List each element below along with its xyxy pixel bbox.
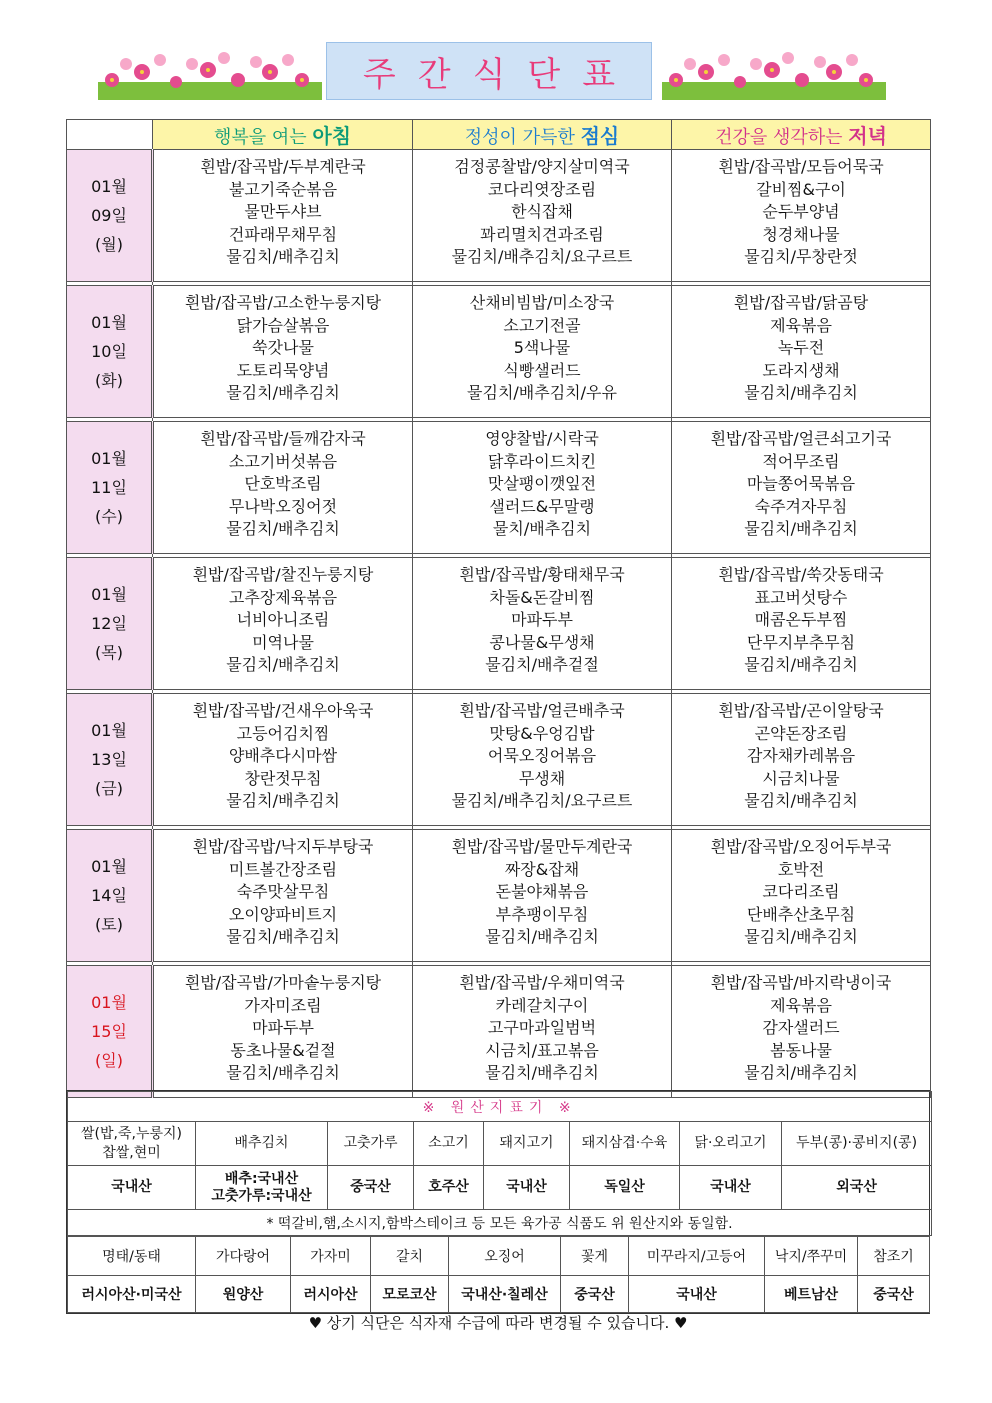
menu-item: 동초나물&겉절 (230, 1040, 336, 1060)
origin-value-pork-belly: 독일산 (570, 1166, 680, 1210)
header-dinner: 건강을 생각하는 저녁 (672, 120, 931, 150)
menu-item: 건파래무채무침 (228, 224, 338, 244)
menu-item: 물김치/배추김치 (226, 655, 340, 675)
origin-row1-labels (68, 1122, 932, 1166)
menu-item: 표고버섯탕수 (754, 587, 848, 607)
menu-item: 흰밥/잡곡밥/바지락냉이국 (710, 973, 892, 992)
menu-item: 오이양파비트지 (228, 904, 338, 924)
footer-notice: ♥ 상기 식단은 식자재 수급에 따라 변경될 수 있습니다. ♥ (308, 1314, 688, 1332)
menu-item: 고구마과일범벅 (487, 1018, 597, 1038)
origin-label-kimchi: 배추김치 (196, 1122, 328, 1166)
menu-day-row (67, 422, 931, 554)
menu-item: 샐러드&무말랭 (489, 496, 595, 516)
origin-label-octopus: 낙지/쭈꾸미 (765, 1237, 858, 1276)
origin-value-tofu: 외국산 (782, 1166, 932, 1210)
menu-item: 물김치/배추김치 (226, 1063, 340, 1083)
lunch-cell (413, 286, 672, 418)
menu-item: 흰밥/잡곡밥/가마솥누룽지탕 (184, 973, 382, 992)
menu-item: 흰밥/잡곡밥/낙지두부탕국 (192, 837, 374, 856)
breakfast-cell (153, 966, 413, 1098)
origin-section (66, 1090, 930, 1314)
menu-day-row (67, 830, 931, 962)
menu-item: 도토리묵양념 (236, 360, 330, 380)
origin-label-pollock: 명태/동태 (68, 1237, 196, 1276)
menu-item: 흰밥/잡곡밥/황태채무국 (459, 565, 625, 584)
origin-row1-values (68, 1166, 932, 1210)
menu-item: 단배추산초무침 (746, 904, 856, 924)
menu-item: 순두부양념 (762, 202, 840, 222)
lunch-cell (413, 830, 672, 962)
menu-item: 물김치/배추김치/요구르트 (451, 247, 633, 267)
lunch-cell (413, 422, 672, 554)
menu-day-row (67, 150, 931, 282)
menu-day-row (67, 694, 931, 826)
menu-item: 영양찰밥/시락국 (485, 429, 599, 448)
menu-day-row (67, 966, 931, 1098)
date-month: 01월 (91, 313, 127, 332)
menu-item: 시금치나물 (762, 768, 840, 788)
date-month: 01월 (91, 585, 127, 604)
menu-item: 고등어김치찜 (236, 723, 330, 743)
date-day: 14일 (91, 886, 127, 905)
menu-item: 물김치/무창란젓 (744, 247, 858, 267)
origin-label-loach: 미꾸라지/고등어 (629, 1237, 765, 1276)
menu-item: 코다리조림 (762, 882, 840, 902)
breakfast-cell (153, 286, 413, 418)
origin-label-poultry: 닭·오리고기 (680, 1122, 782, 1166)
header-lunch: 정성이 가득한 점심 (413, 120, 672, 150)
date-month: 01월 (91, 721, 127, 740)
menu-item: 맛탕&우엉김밥 (489, 723, 595, 743)
date-dow: (월) (95, 235, 123, 254)
dinner-cell (672, 830, 931, 962)
menu-item: 물김치/배추김치 (226, 927, 340, 947)
menu-item: 곤약돈장조림 (754, 723, 848, 743)
menu-item: 매콤온두부찜 (754, 610, 848, 630)
menu-item: 흰밥/잡곡밥/얼큰배추국 (459, 701, 625, 720)
dinner-cell (672, 558, 931, 690)
origin-value-pork: 국내산 (484, 1166, 570, 1210)
date-dow: (수) (95, 507, 123, 526)
menu-item: 불고기죽순볶음 (228, 179, 338, 199)
menu-item: 봄동나물 (770, 1040, 832, 1060)
menu-item: 단무지부추무침 (746, 632, 856, 652)
menu-item: 물김치/배추김치 (226, 519, 340, 539)
menu-item: 한식잡채 (511, 202, 573, 222)
menu-item: 물김치/배추겉절 (485, 655, 599, 675)
origin-value-chili: 중국산 (328, 1166, 414, 1210)
origin-label-beef: 소고기 (414, 1122, 484, 1166)
origin-label-pork: 돼지고기 (484, 1122, 570, 1166)
date-cell (67, 150, 153, 282)
menu-item: 물치/배추김치 (492, 519, 592, 539)
date-month: 01월 (91, 993, 127, 1012)
menu-item: 맛살팽이깻잎전 (487, 474, 597, 494)
menu-item: 흰밥/잡곡밥/닭곰탕 (733, 293, 869, 312)
page-header (0, 40, 992, 104)
header-breakfast: 행복을 여는 아침 (153, 120, 413, 150)
menu-item: 소고기버섯볶음 (228, 451, 338, 471)
origin-label-crab: 꽃게 (561, 1237, 629, 1276)
menu-item: 미역나물 (252, 632, 314, 652)
menu-item: 물김치/배추김치 (485, 927, 599, 947)
date-dow: (화) (95, 371, 123, 390)
menu-item: 흰밥/잡곡밥/쑥갓동태국 (718, 565, 884, 584)
menu-item: 제육볶음 (770, 995, 832, 1015)
dinner-cell (672, 694, 931, 826)
menu-item: 갈비찜&구이 (756, 179, 846, 199)
menu-item: 흰밥/잡곡밥/모듬어묵국 (718, 157, 884, 176)
breakfast-cell (153, 830, 413, 962)
origin-value-kimchi: 배추:국내산 고춧가루:국내산 (196, 1166, 328, 1210)
menu-item: 물만두샤브 (244, 202, 322, 222)
menu-header-row (67, 120, 931, 150)
breakfast-cell (153, 558, 413, 690)
menu-item: 흰밥/잡곡밥/물만두계란국 (451, 837, 633, 856)
menu-item: 식빵샐러드 (503, 360, 581, 380)
menu-item: 흰밥/잡곡밥/들깨감자국 (200, 429, 366, 448)
date-month: 01월 (91, 177, 127, 196)
date-cell (67, 966, 153, 1098)
dinner-cell (672, 966, 931, 1098)
date-day: 13일 (91, 750, 127, 769)
menu-item: 꽈리멸치견과조림 (480, 224, 604, 244)
menu-item: 고추장제육볶음 (228, 587, 338, 607)
dinner-cell (672, 286, 931, 418)
menu-item: 제육볶음 (770, 315, 832, 335)
origin-row2-labels (68, 1237, 930, 1276)
menu-item: 물김치/배추김치 (744, 791, 858, 811)
origin-label-pork-belly: 돼지삼겹·수육 (570, 1122, 680, 1166)
origin-value-beef: 호주산 (414, 1166, 484, 1210)
date-cell (67, 830, 153, 962)
origin-value-octopus: 베트남산 (765, 1276, 858, 1313)
origin-note: * 떡갈비,햄,소시지,함박스테이크 등 모든 육가공 식품도 위 원산지와 동일함. (68, 1210, 932, 1236)
origin-value-bonito: 원양산 (196, 1276, 291, 1313)
flower-decoration-left (98, 50, 322, 100)
menu-item: 양배추다시마쌈 (228, 746, 338, 766)
menu-item: 감자샐러드 (762, 1018, 840, 1038)
menu-item: 마늘쫑어묵볶음 (746, 474, 856, 494)
origin-label-bonito: 가다랑어 (196, 1237, 291, 1276)
menu-item: 물김치/배추김치/요구르트 (451, 791, 633, 811)
menu-item: 창란젓무침 (244, 768, 322, 788)
origin-table-main (67, 1091, 932, 1236)
menu-item: 흰밥/잡곡밥/두부계란국 (200, 157, 366, 176)
origin-value-flounder: 러시아산 (291, 1276, 371, 1313)
menu-item: 물김치/배추김치 (485, 1063, 599, 1083)
menu-item: 5색나물 (513, 338, 571, 358)
breakfast-cell (153, 150, 413, 282)
page-title: 주간식단표 (362, 54, 638, 95)
breakfast-cell (153, 422, 413, 554)
origin-label-rice: 쌀(밥,죽,누룽지) 찹쌀,현미 (68, 1122, 196, 1166)
date-cell (67, 694, 153, 826)
menu-item: 닭가슴살볶음 (236, 315, 330, 335)
menu-item: 녹두전 (777, 338, 825, 358)
menu-item: 물김치/배추김치 (226, 247, 340, 267)
menu-item: 청경채나물 (762, 224, 840, 244)
date-day: 15일 (91, 1022, 127, 1041)
origin-title: ※ 원산지표기 ※ (68, 1092, 932, 1122)
menu-item: 적어무조림 (762, 451, 840, 471)
origin-value-hairtail: 모로코산 (371, 1276, 449, 1313)
menu-item: 무나박오징어젓 (228, 496, 338, 516)
menu-item: 도라지생채 (762, 360, 840, 380)
menu-item: 흰밥/잡곡밥/곤이알탕국 (718, 701, 884, 720)
origin-value-loach: 국내산 (629, 1276, 765, 1313)
date-day: 09일 (91, 206, 127, 225)
flower-decoration-right (662, 50, 886, 100)
menu-item: 흰밥/잡곡밥/오징어두부국 (710, 837, 892, 856)
menu-item: 흰밥/잡곡밥/우채미역국 (459, 973, 625, 992)
menu-item: 흰밥/잡곡밥/고소한누룽지탕 (184, 293, 382, 312)
menu-item: 닭후라이드치킨 (487, 451, 597, 471)
menu-item: 무생채 (518, 768, 566, 788)
date-month: 01월 (91, 449, 127, 468)
date-month: 01월 (91, 857, 127, 876)
date-dow: (일) (95, 1051, 123, 1070)
origin-row2-values (68, 1276, 930, 1313)
origin-label-hairtail: 갈치 (371, 1237, 449, 1276)
menu-item: 쑥갓나물 (252, 338, 314, 358)
weekly-menu-table (66, 119, 931, 1098)
date-cell (67, 286, 153, 418)
origin-label-croaker: 참조기 (858, 1237, 930, 1276)
menu-item: 흰밥/잡곡밥/얼큰쇠고기국 (710, 429, 892, 448)
menu-item: 감자채카레볶음 (746, 746, 856, 766)
breakfast-cell (153, 694, 413, 826)
menu-item: 콩나물&무생채 (489, 632, 595, 652)
menu-item: 마파두부 (252, 1018, 314, 1038)
menu-item: 물김치/배추김치 (744, 655, 858, 675)
menu-item: 물김치/배추김치 (744, 519, 858, 539)
menu-item: 물김치/배추김치/우유 (467, 383, 617, 403)
menu-item: 시금치/표고볶음 (485, 1040, 599, 1060)
title-banner (326, 42, 652, 100)
origin-label-chili: 고춧가루 (328, 1122, 414, 1166)
date-day: 10일 (91, 342, 127, 361)
origin-label-tofu: 두부(콩)·콩비지(콩) (782, 1122, 932, 1166)
menu-item: 숙주맛살무침 (236, 882, 330, 902)
menu-item: 카레갈치구이 (495, 995, 589, 1015)
menu-item: 부추팽이무침 (495, 904, 589, 924)
origin-value-squid: 국내산·칠레산 (449, 1276, 561, 1313)
origin-value-croaker: 중국산 (858, 1276, 930, 1313)
origin-label-flounder: 가자미 (291, 1237, 371, 1276)
origin-value-rice: 국내산 (68, 1166, 196, 1210)
menu-item: 흰밥/잡곡밥/찰진누룽지탕 (192, 565, 374, 584)
date-dow: (토) (95, 915, 123, 934)
menu-item: 가자미조림 (244, 995, 322, 1015)
menu-item: 흰밥/잡곡밥/건새우아욱국 (192, 701, 374, 720)
menu-item: 호박전 (777, 859, 825, 879)
origin-value-pollock: 러시아산·미국산 (68, 1276, 196, 1313)
menu-day-row (67, 558, 931, 690)
date-day: 11일 (91, 478, 127, 497)
menu-item: 산채비빔밥/미소장국 (469, 293, 615, 312)
menu-item: 검정콩찰밥/양지살미역국 (454, 157, 630, 176)
menu-item: 어묵오징어볶음 (487, 746, 597, 766)
menu-item: 물김치/배추김치 (226, 791, 340, 811)
menu-item: 물김치/배추김치 (744, 927, 858, 947)
origin-value-poultry: 국내산 (680, 1166, 782, 1210)
lunch-cell (413, 150, 672, 282)
menu-item: 코다리엿장조림 (487, 179, 597, 199)
origin-value-crab: 중국산 (561, 1276, 629, 1313)
lunch-cell (413, 966, 672, 1098)
menu-item: 너비아니조림 (236, 610, 330, 630)
origin-label-squid: 오징어 (449, 1237, 561, 1276)
menu-item: 숙주겨자무침 (754, 496, 848, 516)
origin-table-seafood (67, 1236, 930, 1313)
menu-item: 물김치/배추김치 (744, 383, 858, 403)
menu-item: 단호박조림 (244, 474, 322, 494)
dinner-cell (672, 422, 931, 554)
menu-day-row (67, 286, 931, 418)
date-day: 12일 (91, 614, 127, 633)
lunch-cell (413, 558, 672, 690)
menu-item: 돈불야채볶음 (495, 882, 589, 902)
menu-item: 차돌&돈갈비찜 (489, 587, 595, 607)
menu-item: 물김치/배추김치 (744, 1063, 858, 1083)
lunch-cell (413, 694, 672, 826)
menu-item: 마파두부 (511, 610, 573, 630)
header-blank-cell (67, 120, 153, 150)
date-cell (67, 558, 153, 690)
menu-item: 미트볼간장조림 (228, 859, 338, 879)
date-dow: (목) (95, 643, 123, 662)
menu-item: 소고기전골 (503, 315, 581, 335)
date-cell (67, 422, 153, 554)
menu-item: 물김치/배추김치 (226, 383, 340, 403)
date-dow: (금) (95, 779, 123, 798)
dinner-cell (672, 150, 931, 282)
menu-item: 짜장&잡채 (504, 859, 580, 879)
